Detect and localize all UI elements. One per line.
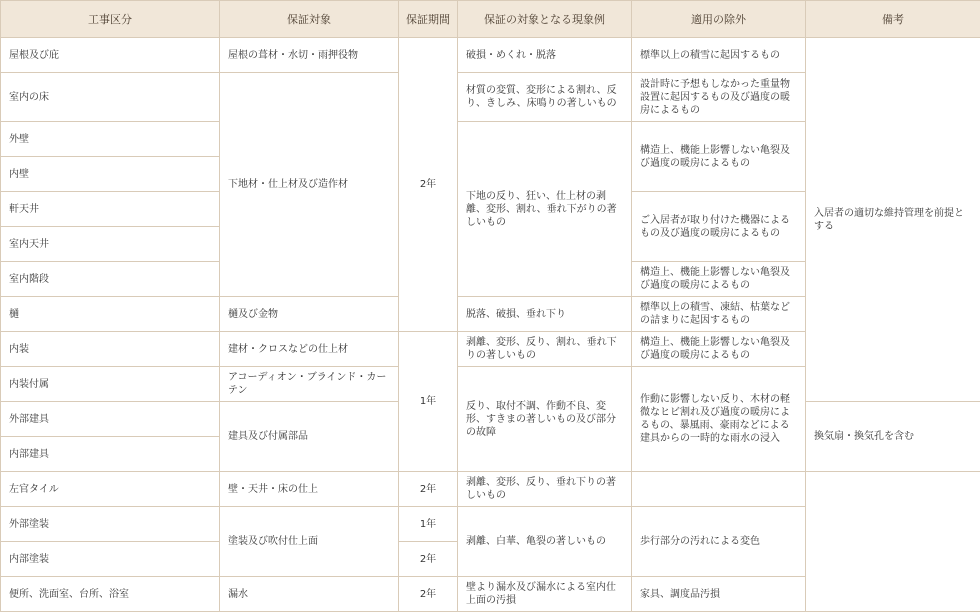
exclusion-cell-fittings: 作動に影響しない反り、木材の軽微なヒビ割れ及び過度の暖房によるもの、暴風雨、豪雨などによる建具からの一時的な雨水の浸入 xyxy=(632,367,806,472)
work-cell-plaster-tile: 左官タイル xyxy=(1,472,220,507)
period-cell-2yr-structure: 2年 xyxy=(399,38,458,332)
notes-cell-ventilation: 換気扇・換気孔を含む xyxy=(806,402,980,472)
work-cell-interior-stairs: 室内階段 xyxy=(1,262,220,297)
phenomenon-cell-plaster-tile: 剥離、変形、反り、垂れ下りの著しいもの xyxy=(458,472,632,507)
header-notes: 備考 xyxy=(806,1,980,38)
phenomenon-cell-wet-areas: 壁より漏水及び漏水による室内仕上面の汚損 xyxy=(458,577,632,612)
period-cell-1yr-fixtures: 1年 xyxy=(399,332,458,472)
table-row xyxy=(1,38,980,73)
work-cell-gutter: 樋 xyxy=(1,297,220,332)
target-cell-base-finish: 下地材・仕上材及び造作材 xyxy=(220,73,399,297)
work-cell-interior-finish: 内装 xyxy=(1,332,220,367)
phenomenon-cell-roof: 破損・めくれ・脱落 xyxy=(458,38,632,73)
phenomenon-cell-floor: 材質の変質、変形による割れ、反り、きしみ、床鳴りの著しいもの xyxy=(458,73,632,122)
work-cell-interior-wall: 内壁 xyxy=(1,157,220,192)
table-row xyxy=(1,472,980,507)
period-cell-interior-paint: 2年 xyxy=(399,542,458,577)
target-cell-wet-areas: 漏水 xyxy=(220,577,399,612)
work-cell-eaves-ceiling: 軒天井 xyxy=(1,192,220,227)
period-cell-exterior-paint: 1年 xyxy=(399,507,458,542)
phenomenon-cell-gutter: 脱落、破損、垂れ下り xyxy=(458,297,632,332)
target-cell-fixtures: 建具及び付属部品 xyxy=(220,402,399,472)
phenomenon-cell-fittings: 反り、取付不調、作動不良、変形、すきまの著しいもの及び部分の故障 xyxy=(458,367,632,472)
exclusion-cell-ceilings: ご入居者が取り付けた機器によるもの及び過度の暖房によるもの xyxy=(632,192,806,262)
exclusion-cell-plaster-tile xyxy=(632,472,806,507)
exclusion-cell-floor: 設計時に予想もしなかった重量物設置に起因するもの及び過度の暖房によるもの xyxy=(632,73,806,122)
header-covered-item: 保証対象 xyxy=(220,1,399,38)
work-cell-interior-paint: 内部塗装 xyxy=(1,542,220,577)
header-exclusion: 適用の除外 xyxy=(632,1,806,38)
exclusion-cell-roof: 標準以上の積雪に起因するもの xyxy=(632,38,806,73)
target-cell-roof: 屋根の葺材・水切・雨押役物 xyxy=(220,38,399,73)
target-cell-interior-finish: 建材・クロスなどの仕上材 xyxy=(220,332,399,367)
work-cell-roof: 屋根及び庇 xyxy=(1,38,220,73)
phenomenon-cell-paint: 剥離、白華、亀裂の著しいもの xyxy=(458,507,632,577)
work-cell-exterior-paint: 外部塗装 xyxy=(1,507,220,542)
phenomenon-cell-walls: 下地の反り、狂い、仕上材の剥離、変形、割れ、垂れ下がりの著しいもの xyxy=(458,122,632,297)
target-cell-interior-fittings: アコーディオン・ブラインド・カーテン xyxy=(220,367,399,402)
work-cell-wet-areas: 便所、洗面室、台所、浴室 xyxy=(1,577,220,612)
exclusion-cell-walls: 構造上、機能上影響しない亀裂及び過度の暖房によるもの xyxy=(632,122,806,192)
work-cell-floor: 室内の床 xyxy=(1,73,220,122)
period-cell-plaster-tile: 2年 xyxy=(399,472,458,507)
header-work-category: 工事区分 xyxy=(1,1,220,38)
exclusion-cell-paint: 歩行部分の汚れによる変色 xyxy=(632,507,806,577)
target-cell-plaster-tile: 壁・天井・床の仕上 xyxy=(220,472,399,507)
exclusion-cell-gutter: 標準以上の積雪、凍結、枯葉などの詰まりに起因するもの xyxy=(632,297,806,332)
exclusion-cell-interior-finish: 構造上、機能上影響しない亀裂及び過度の暖房によるもの xyxy=(632,332,806,367)
work-cell-interior-fixtures: 内部建具 xyxy=(1,437,220,472)
notes-cell-maintenance: 入居者の適切な維持管理を前提とする xyxy=(806,38,980,402)
work-cell-interior-fittings: 内装付属 xyxy=(1,367,220,402)
target-cell-gutter: 樋及び金物 xyxy=(220,297,399,332)
exclusion-cell-wet-areas: 家具、調度品汚損 xyxy=(632,577,806,612)
header-phenomenon: 保証の対象となる現象例 xyxy=(458,1,632,38)
header-row xyxy=(1,1,980,38)
period-cell-wet-areas: 2年 xyxy=(399,577,458,612)
exclusion-cell-stairs: 構造上、機能上影響しない亀裂及び過度の暖房によるもの xyxy=(632,262,806,297)
work-cell-interior-ceiling: 室内天井 xyxy=(1,227,220,262)
header-period: 保証期間 xyxy=(399,1,458,38)
work-cell-exterior-wall: 外壁 xyxy=(1,122,220,157)
target-cell-paint: 塗装及び吹付仕上面 xyxy=(220,507,399,577)
phenomenon-cell-interior-finish: 剥離、変形、反り、割れ、垂れ下りの著しいもの xyxy=(458,332,632,367)
notes-cell-empty xyxy=(806,472,980,612)
work-cell-exterior-fixtures: 外部建具 xyxy=(1,402,220,437)
